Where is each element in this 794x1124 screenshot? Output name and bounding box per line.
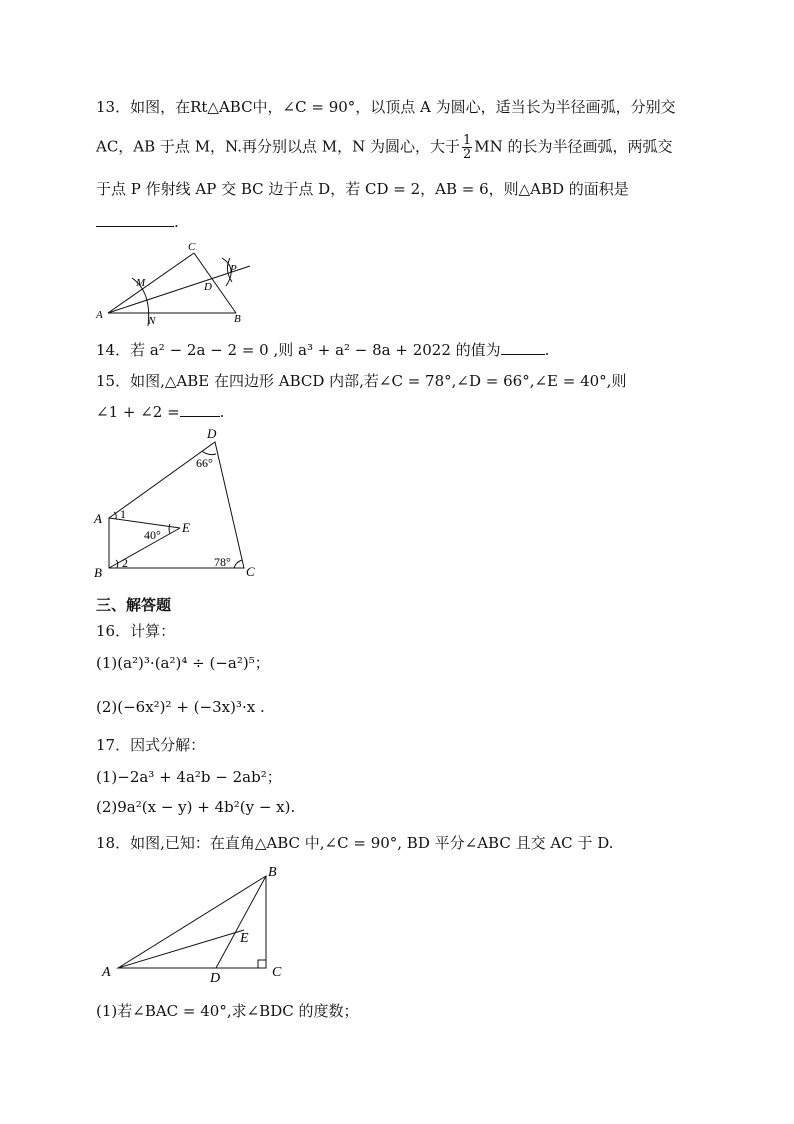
q17-title: 17．因式分解： (96, 736, 206, 754)
q18-label-B: B (268, 865, 277, 880)
q17-part1: (1)−2a³ + 4a²b − 2ab²； (96, 768, 282, 786)
q13-line2-b: MN 的长为半径画弧，两弧交 (474, 137, 673, 156)
q13-line2 (96, 134, 673, 161)
q15-label-A: A (94, 511, 102, 526)
q13-frac-num: 1 (463, 133, 472, 148)
q15-label-E: E (182, 520, 190, 535)
q13-label-M: M (136, 277, 146, 289)
q13-line2-a: AC，AB 于点 M，N.再分别以点 M，N 为圆心，大于 (96, 137, 461, 156)
q18-label-E: E (240, 931, 249, 946)
q15-line1: 15．如图,△ABE 在四边形 ABCD 内部,若∠C = 78°,∠D = 66°,∠E = 40°,则 (96, 372, 627, 390)
q13-answer-blank[interactable] (96, 210, 174, 227)
q15-angle-C: 78° (214, 555, 231, 569)
q16-title: 16．计算： (96, 622, 176, 640)
q15-label-1: 1 (120, 507, 126, 521)
q15-answer-blank[interactable] (180, 400, 220, 417)
q18-label-A: A (102, 965, 111, 980)
q14-end: . (544, 341, 550, 359)
q18-label-D: D (210, 971, 221, 986)
q13-line1: 13．如图，在Rt△ABC中，∠C = 90°，以顶点 A 为圆心，适当长为半径画弧，分别交 (96, 98, 676, 116)
section-3-title: 三、解答题 (96, 596, 172, 614)
q15-label-2: 2 (122, 556, 128, 570)
q13-figure (92, 238, 262, 330)
q16-part2: (2)(−6x²)² + (−3x)³·x . (96, 698, 265, 716)
q13-line4 (96, 210, 179, 233)
q15-label-C: C (246, 564, 255, 579)
q15-angle-E: 40° (144, 528, 161, 542)
q18-figure (96, 862, 296, 984)
q15-angle-D: 66° (196, 456, 213, 470)
q18-label-C: C (272, 965, 282, 980)
q13-label-D: D (204, 281, 212, 293)
q13-label-N: N (148, 315, 156, 327)
q13-label-A: A (96, 309, 103, 321)
q15-figure (92, 426, 264, 582)
q13-fraction (462, 134, 472, 161)
q13-label-P: P (230, 263, 237, 275)
q18-part1: (1)若∠BAC = 40°,求∠BDC 的度数； (96, 1002, 359, 1020)
q15-line2-text: ∠1 + ∠2 = (96, 403, 180, 421)
q13-line3: 于点 P 作射线 AP 交 BC 边于点 D，若 CD = 2，AB = 6，则△ABD 的面积是 (96, 180, 629, 198)
q13-label-B: B (234, 313, 241, 325)
q13-frac-den: 2 (463, 147, 472, 162)
q17-part2: (2)9a²(x − y) + 4b²(y − x). (96, 798, 296, 816)
q13-line4-end: . (174, 213, 179, 231)
q15-label-D: D (207, 426, 217, 441)
q14-line (96, 338, 549, 361)
q15-line2 (96, 400, 224, 423)
q14-answer-blank[interactable] (501, 338, 545, 355)
q13-label-C: C (188, 241, 196, 253)
q16-part1: (1)(a²)³·(a²)⁴ ÷ (−a²)⁵； (96, 654, 270, 672)
q15-label-B: B (94, 565, 102, 580)
q18-text: 18．如图,已知：在直角△ABC 中,∠C = 90°, BD 平分∠ABC 且交 AC 于 D. (96, 834, 614, 852)
q14-text: 14．若 a² − 2a − 2 = 0 ,则 a³ + a² − 8a + 2022 的值为 (96, 341, 501, 359)
q15-end: . (219, 403, 225, 421)
